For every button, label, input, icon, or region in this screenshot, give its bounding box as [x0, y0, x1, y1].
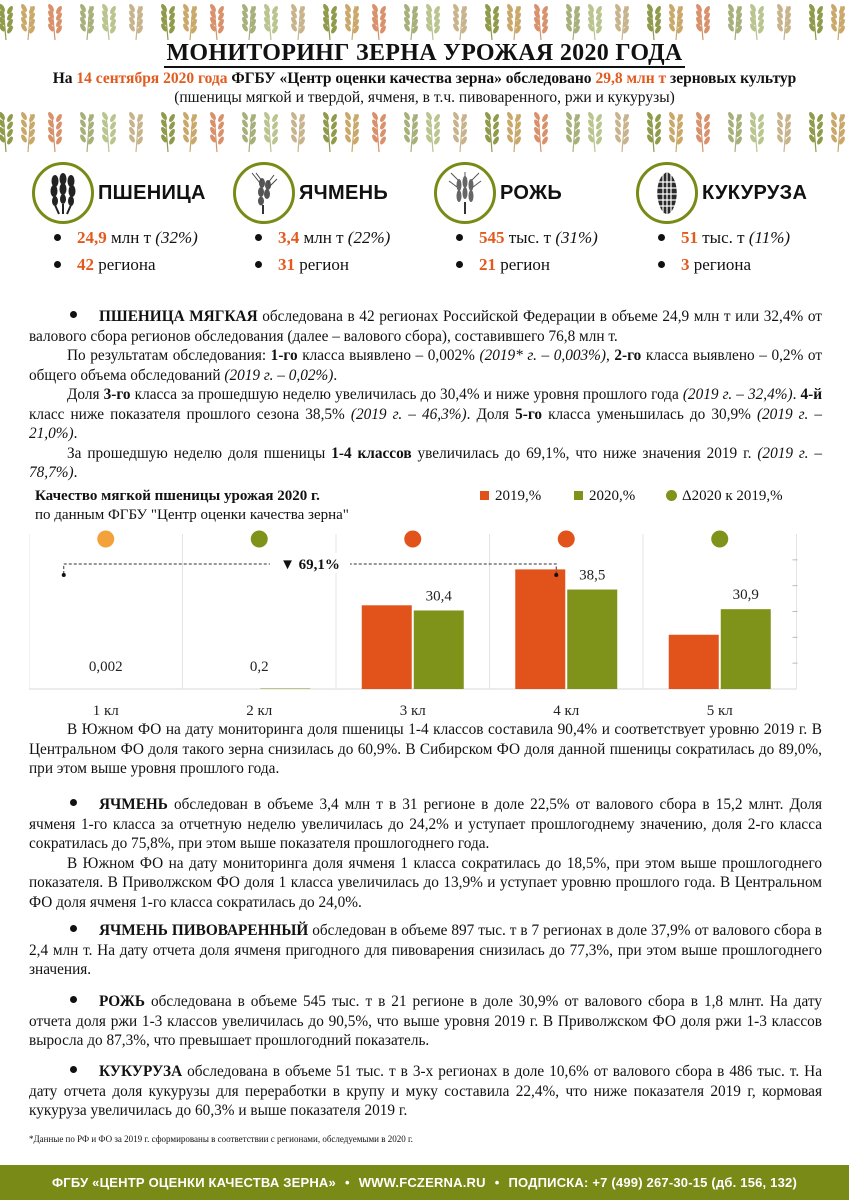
plant-sprig-icon: [322, 3, 338, 40]
plant-sprig-icon: [160, 111, 176, 152]
legend-delta: Δ2020 к 2019,%: [666, 488, 783, 505]
plant-sprig-icon: [79, 111, 95, 152]
crop-volume: 51 тыс. т (11%): [658, 228, 790, 248]
bar-2020-5: [721, 609, 771, 689]
plant-sprig-icon: [614, 111, 630, 152]
plant-sprig-icon: [533, 3, 549, 40]
plant-sprig-icon: [808, 111, 824, 152]
plant-sprig-icon: [403, 3, 419, 40]
wheat-paragraph-4: За прошедшую неделю доля пшеницы 1-4 классов увеличилась до 69,1%, что ниже значения 2019 г. (2019 г. – 78,7%).: [29, 444, 822, 481]
plant-sprig-icon: [484, 111, 500, 152]
barley-icon: [233, 162, 295, 224]
plant-sprig-icon: [668, 3, 684, 40]
page-title: МОНИТОРИНГ ЗЕРНА УРОЖАЯ 2020 ГОДА: [166, 40, 683, 66]
plant-sprig-icon: [263, 111, 279, 152]
plant-sprig-icon: [587, 111, 603, 152]
plant-sprig-icon: [47, 111, 63, 152]
plant-sprig-icon: [128, 3, 144, 40]
value-label-3: 30,4: [425, 588, 452, 605]
plant-sprig-icon: [695, 111, 711, 152]
plant-sprig-icon: [160, 3, 176, 40]
crop-summary-corn: [636, 162, 836, 274]
legend-2020: 2020,%: [574, 488, 635, 505]
plant-sprig-icon: [182, 3, 198, 40]
crop-name: КУКУРУЗА: [702, 182, 808, 204]
corn-section: КУКУРУЗА обследована в объеме 51 тыс. т в 3-х регионах в доле 10,6% от валового сбора в 486 тыс. т. На дату отчета доля кукурузы для переработки в крупу и муку составила 22,4%, что ниже показателя 2019 г, кормовая кукуруза увеличилась до 60,3% и выше показателя 2019 г.: [29, 1063, 822, 1119]
plant-sprig-icon: [776, 111, 792, 152]
plant-sprig-icon: [565, 111, 581, 152]
category-label-5: 5 кл: [706, 703, 733, 718]
crop-name: ПШЕНИЦА: [98, 182, 206, 204]
category-label-3: 3 кл: [399, 703, 426, 718]
plant-sprig-icon: [425, 111, 441, 152]
wheat-paragraph-3: Доля 3-го класса за прошедшую неделю увеличилась до 30,4% и ниже уровня прошлого года (2019 г. – 32,4%). 4-й класс ниже показателя прошлого сезона 38,5% (2019 г. – 46,3%). Доля 5-го класса уменьшилась до 30,9% (2019 г. – 21,0%).: [29, 386, 823, 442]
plant-sprig-icon: [587, 3, 603, 40]
category-label-1: 1 кл: [92, 703, 119, 718]
bracket-1-4-classes: [62, 553, 559, 577]
value-label-5: 30,9: [732, 587, 759, 604]
delta-marker-5: [711, 531, 728, 548]
plant-sprig-icon: [776, 3, 792, 40]
plant-sprig-icon: [344, 111, 360, 152]
bar-2020-4: [567, 590, 617, 689]
barley-section: [29, 795, 822, 912]
plant-sprig-icon: [371, 111, 387, 152]
plant-sprig-icon: [727, 111, 743, 152]
plant-sprig-icon: [290, 3, 306, 40]
plant-sprig-icon: [484, 3, 500, 40]
plant-sprig-icon: [646, 3, 662, 40]
plant-sprig-icon: [749, 3, 765, 40]
plant-sprig-icon: [830, 3, 846, 40]
plant-sprig-icon: [128, 111, 144, 152]
bar-2019-5: [669, 635, 719, 689]
delta-marker-4: [558, 531, 575, 548]
footer-bar: [0, 1165, 849, 1200]
bar-2020-3: [414, 610, 464, 689]
footnote: *Данные по РФ и ФО за 2019 г. сформированы в соответствии с регионами, обследуемыми в 2020 г.: [29, 1134, 413, 1144]
plant-sprig-icon: [20, 3, 36, 40]
plant-sprig-icon: [101, 3, 117, 40]
delta-marker-3: [404, 531, 421, 548]
corn-icon: [636, 162, 698, 224]
bar-2020-2: [260, 688, 310, 689]
plant-sprig-icon: [452, 111, 468, 152]
footer-org: ФГБУ «ЦЕНТР ОЦЕНКИ КАЧЕСТВА ЗЕРНА»: [52, 1175, 336, 1190]
plant-sprig-icon: [101, 111, 117, 152]
legend-2019: 2019,%: [480, 488, 541, 505]
footer-separator: •: [344, 1175, 350, 1190]
plant-sprig-icon: [79, 3, 95, 40]
plant-sprig-icon: [533, 111, 549, 152]
malting-barley-section: ЯЧМЕНЬ ПИВОВАРЕННЫЙ обследован в объеме 897 тыс. т в 7 регионах в доле 37,9% от валового сбора в 2,4 млн т. На дату отчета доля ячменя пригодного для пивоварения снизилась до 77,3%, при этом выше прошлогоднего значения.: [29, 922, 822, 978]
wheat-quality-chart: [29, 486, 822, 718]
delta-marker-1: [97, 531, 114, 548]
plant-sprig-icon: [506, 111, 522, 152]
crop-summary-barley: [233, 162, 433, 274]
plant-sprig-icon: [322, 111, 338, 152]
plant-sprig-icon: [241, 111, 257, 152]
plant-sprig-icon: [565, 3, 581, 40]
rye-icon: [434, 162, 496, 224]
plant-sprig-icon: [290, 111, 306, 152]
value-label-2: 0,2: [249, 659, 269, 675]
bar-2019-4: [515, 569, 565, 689]
chart-subtitle: по данным ФГБУ "Центр оценки качества зерна": [35, 507, 349, 523]
plant-sprig-icon: [749, 111, 765, 152]
plant-sprig-icon: [209, 111, 225, 152]
chart-plot: [29, 486, 822, 718]
plant-sprig-icon: [506, 3, 522, 40]
crop-volume: 3,4 млн т (22%): [255, 228, 390, 248]
decorative-plant-band-middle: [0, 108, 849, 152]
subtitle-date: 14 сентября 2020 года: [76, 70, 228, 87]
category-label-4: 4 кл: [553, 703, 580, 718]
barley-paragraph-1: ЯЧМЕНЬ обследован в объеме 3,4 млн т в 31 регионе в доле 22,5% от валового сбора в 15,2 млнт. Доля ячменя 1-го класса за отчетную неделю увеличилась до 24,2% и уступает прошлогоднему значению, доля 2-го класса сократилась до 75,8%, при этом выше показателя прошлогоднего года.: [29, 796, 822, 852]
value-label-1: 0,002: [88, 659, 123, 675]
plant-sprig-icon: [263, 3, 279, 40]
delta-marker-2: [251, 531, 268, 548]
footer-subscription-phone[interactable]: ПОДПИСКА: +7 (499) 267-30-15 (дб. 156, 132): [508, 1175, 797, 1190]
crop-volume: 545 тыс. т (31%): [456, 228, 598, 248]
plant-sprig-icon: [452, 3, 468, 40]
plant-sprig-icon: [830, 111, 846, 152]
plant-sprig-icon: [344, 3, 360, 40]
plant-sprig-icon: [695, 3, 711, 40]
plant-sprig-icon: [403, 111, 419, 152]
plant-sprig-icon: [20, 111, 36, 152]
plant-sprig-icon: [209, 3, 225, 40]
decorative-plant-band-top: [0, 0, 849, 40]
chart-title: Качество мягкой пшеницы урожая 2020 г.: [35, 488, 320, 504]
subtitle-crops-list: (пшеницы мягкой и твердой, ячменя, в т.ч. пивоваренного, ржи и кукурузы): [174, 89, 675, 106]
value-label-4: 38,5: [579, 567, 606, 584]
wheat-section: [29, 307, 822, 483]
plant-sprig-icon: [241, 3, 257, 40]
plant-sprig-icon: [646, 111, 662, 152]
wheat-paragraph-5: В Южном ФО на дату мониторинга доля пшеницы 1-4 классов составила 90,4% и соответствует уровню 2019 г. В Центральном ФО доля такого зерна снизилась до 60,9%. В Сибирском ФО доля данной пшеницы сократилась до 89,0%, при этом выше уровня прошлого года.: [29, 721, 822, 777]
plant-sprig-icon: [668, 111, 684, 152]
crop-summary-wheat: [32, 162, 232, 274]
crop-summary-rye: [434, 162, 634, 274]
barley-paragraph-2: В Южном ФО на дату мониторинга доля ячменя 1 класса сократилась до 18,5%, при этом выше прошлогоднего показателя. В Приволжском ФО доля 1 класса увеличилась до 13,9% и уступает уровню прошлого года. В Центральном ФО доля ячменя 1-го класса сократилась до 24,0%.: [29, 854, 822, 911]
plant-sprig-icon: [371, 3, 387, 40]
plant-sprig-icon: [614, 3, 630, 40]
subtitle-amount: 29,8 млн т: [595, 70, 667, 87]
rye-section: РОЖЬ обследована в объеме 545 тыс. т в 21 регионе в доле 30,9% от валового сбора в 1,8 млнт. На дату отчета доля ржи 1-3 классов увеличилась до 90,5%, что выше уровня 2019 г. В Приволжском ФО доля ржи 1-3 классов выросла до 87,3%, что превышает прошлогодний показатель.: [29, 993, 822, 1049]
crop-regions: 42 региона: [54, 255, 156, 275]
bar-2019-3: [362, 605, 412, 689]
crop-name: РОЖЬ: [500, 182, 563, 204]
plant-sprig-icon: [425, 3, 441, 40]
plant-sprig-icon: [808, 3, 824, 40]
crop-name: ЯЧМЕНЬ: [299, 182, 389, 204]
crop-volume: 24,9 млн т (32%): [54, 228, 198, 248]
crop-regions: 21 регион: [456, 255, 550, 275]
crop-regions: 3 региона: [658, 255, 751, 275]
bracket-label: ▼ 69,1%: [280, 557, 340, 573]
wheat-icon: [32, 162, 94, 224]
plant-sprig-icon: [47, 3, 63, 40]
plant-sprig-icon: [182, 111, 198, 152]
plant-sprig-icon: [0, 3, 14, 40]
crop-regions: 31 регион: [255, 255, 349, 275]
plant-sprig-icon: [0, 111, 14, 152]
wheat-paragraph-1: ПШЕНИЦА МЯГКАЯ обследована в 42 регионах Российской Федерации в объеме 24,9 млн т или 32,4% от валового сбора регионов обследования (далее – валового сбора), составившего 76,8 млн т.: [29, 308, 822, 345]
footer-separator: •: [494, 1175, 500, 1190]
category-label-2: 2 кл: [246, 703, 273, 718]
wheat-paragraph-2: По результатам обследования: 1-го класса выявлено – 0,002% (2019* г. – 0,003%), 2-го класса выявлено – 0,2% от общего объема обследований (2019 г. – 0,02%).: [29, 347, 823, 384]
plant-sprig-icon: [727, 3, 743, 40]
subtitle: На 14 сентября 2020 года ФГБУ «Центр оценки качества зерна» обследовано 29,8 млн т зерновых культур: [52, 70, 797, 87]
footer-website-link[interactable]: WWW.FCZERNA.RU: [358, 1175, 486, 1190]
